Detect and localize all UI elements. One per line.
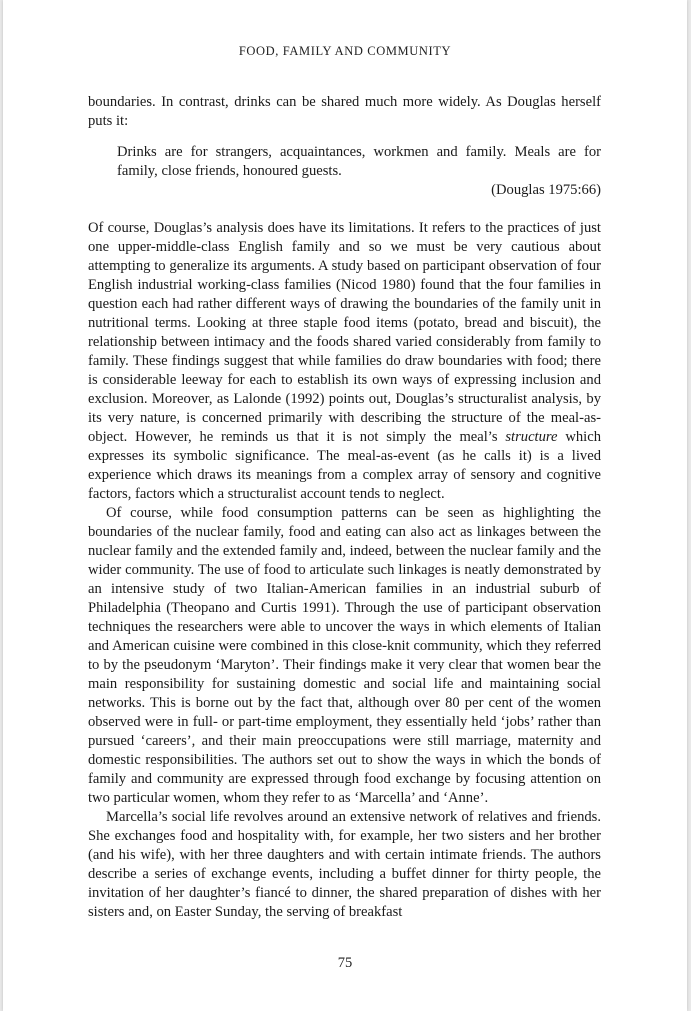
paragraph-1-text-cont: which expresses its symbolic significance. The meal-as-event (as he calls it) is a lived experience which draws its meanings from a complex array of sensory and cognitive factors, factors which a structuralist account tends to neglect.	[88, 429, 601, 502]
quote-citation: (Douglas 1975:66)	[491, 182, 601, 198]
body-text	[88, 93, 601, 922]
block-quote	[117, 143, 601, 200]
paragraph-3: Marcella’s social life revolves around an extensive network of relatives and friends. She exchanges food and hospitality with, for example, her two sisters and her brother (and his wife), with her three daughters and with certain intimate friends. The authors describe a series of exchange events, including a buffet dinner for thirty people, the invitation of her daughter’s fiancé to dinner, the shared preparation of dishes with her sisters and, on Easter Sunday, the serving of breakfast	[88, 809, 601, 920]
quote-text: Drinks are for strangers, acquaintances, workmen and family. Meals are for family, close friends, honoured guests.	[117, 144, 601, 179]
paragraph-2: Of course, while food consumption patterns can be seen as highlighting the boundaries of the nuclear family, food and eating can also act as linkages between the nuclear family and the extended family and, indeed, between the nuclear family and the wider community. The use of food to articulate such linkages is neatly demonstrated by an intensive study of two Italian-American families in an industrial suburb of Philadelphia (Theopano and Curtis 1991). Through the use of participant observation techniques the researchers were able to uncover the ways in which elements of Italian and American cuisine were combined in this close-knit community, which they referred to by the pseudonym ‘Maryton’. Their findings make it very clear that women bear the main responsibility for sustaining domestic and social life and maintaining social networks. This is borne out by the fact that, although over 80 per cent of the women observed were in full- or part-time employment, they essentially held ‘jobs’ rather than pursued ‘careers’, and their main preoccupations were still marriage, maternity and domestic responsibilities. The authors set out to show the ways in which the bonds of family and community are expressed through food exchange by focusing attention on two particular women, whom they refer to as ‘Marcella’ and ‘Anne’.	[88, 505, 601, 806]
book-page	[3, 0, 687, 1011]
paragraph-1-text: Of course, Douglas’s analysis does have its limitations. It refers to the practices of just one upper-middle-class English family and so we must be very cautious about attempting to generalize its arguments. A study based on participant observation of four English industrial working-class families (Nicod 1980) found that the four families in question each had rather different ways of drawing the boundaries of the family unit in nutritional terms. Looking at three staple food items (potato, bread and biscuit), the relationship between intimacy and the foods shared varied considerably from family to family. These findings suggest that while families do draw boundaries with food; there is considerable leeway for each to establish its own ways of expressing inclusion and exclusion. Moreover, as Lalonde (1992) points out, Douglas’s structuralist analysis, by its very nature, is concerned primarily with describing the structure of the meal-as-object. However, he reminds us that it is not simply the meal’s	[88, 220, 601, 445]
running-head: FOOD, FAMILY AND COMMUNITY	[238, 44, 452, 58]
emphasis-structure: structure	[505, 429, 558, 445]
page-number: 75	[337, 955, 353, 971]
intro-paragraph: boundaries. In contrast, drinks can be shared much more widely. As Douglas herself puts it:	[88, 94, 601, 129]
paragraph-1	[88, 219, 601, 504]
